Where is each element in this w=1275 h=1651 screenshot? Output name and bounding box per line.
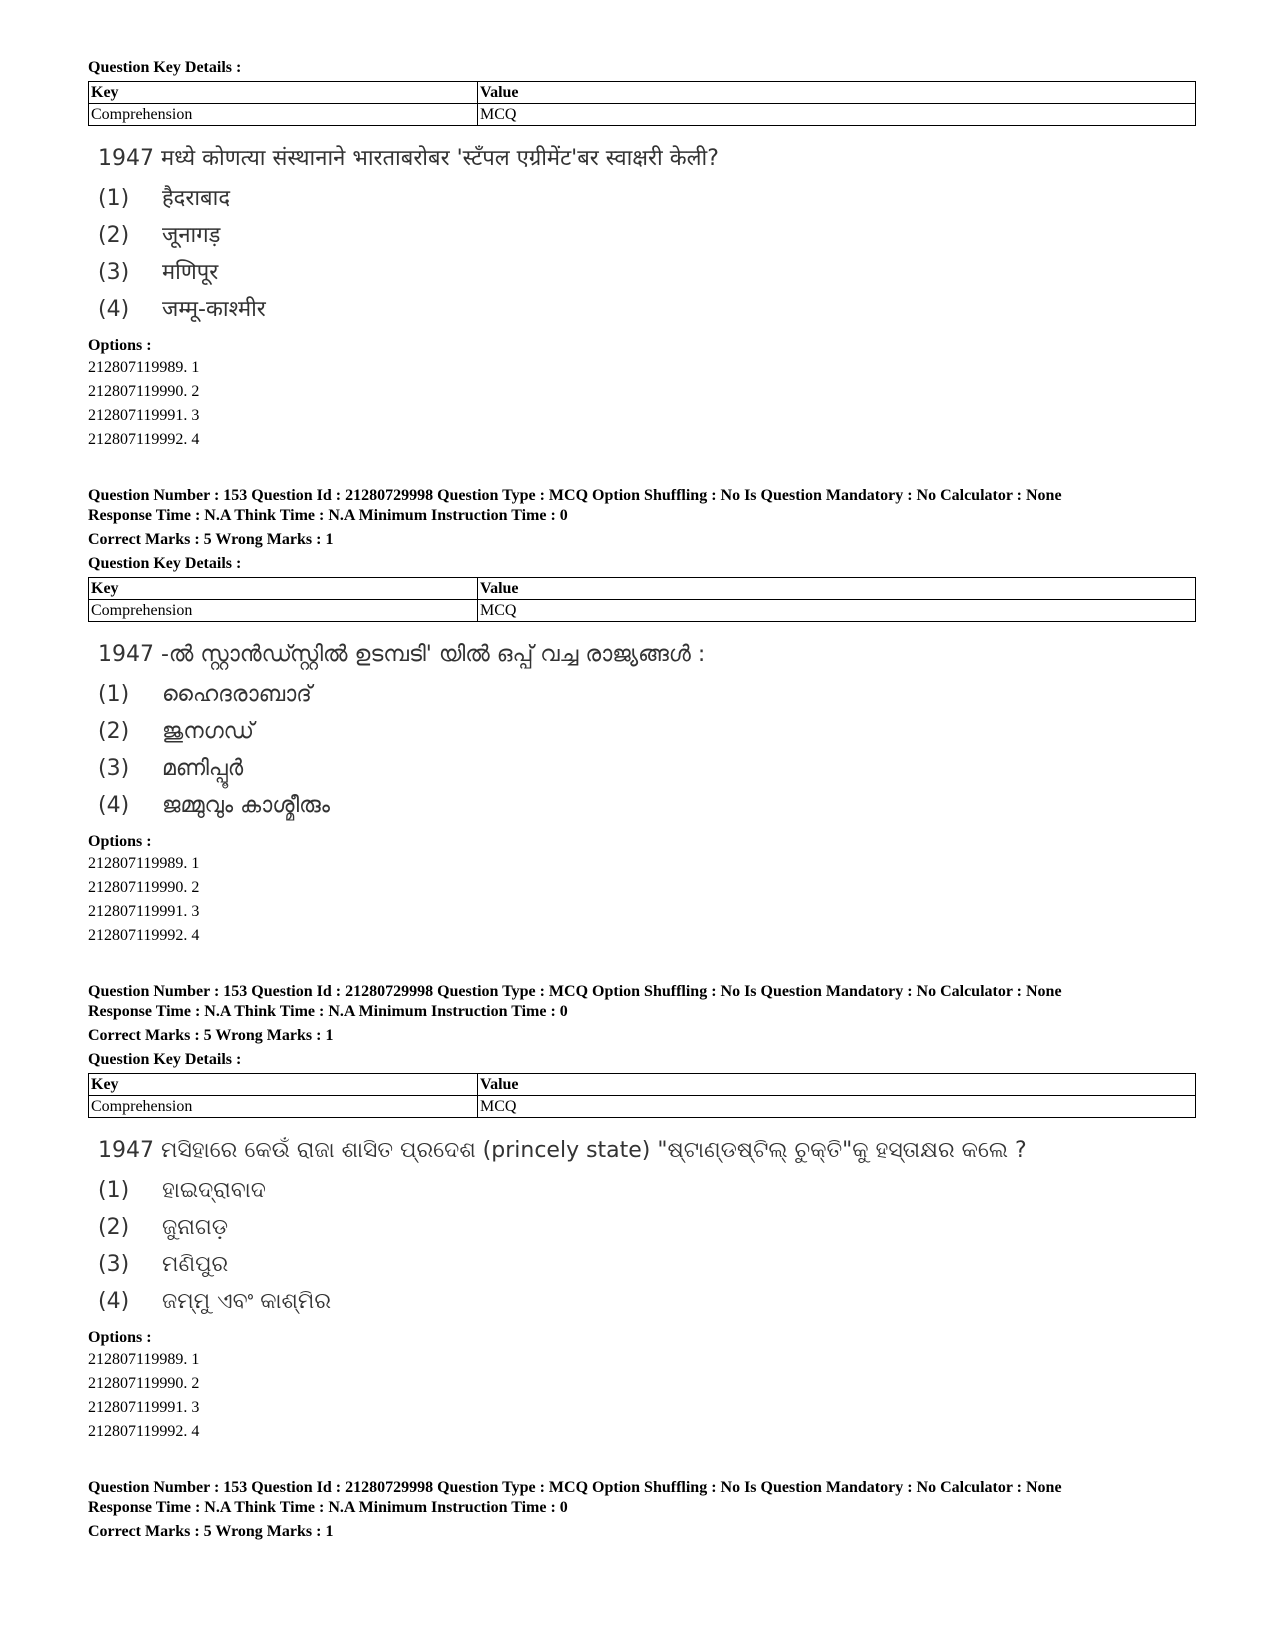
choice-text: മണിപ്പൂർ [162,756,244,781]
choice-text: ଜମ୍ମୁ ଏବଂ କାଶ୍ମିର [162,1289,331,1314]
choice-item [98,1283,1196,1320]
choice-text: ଜୁନାଗଡ଼ [162,1215,229,1240]
choice-item [98,1246,1196,1283]
option-id-line: 212807119992. 4 [88,927,200,944]
table-cell-value: MCQ [478,104,1196,126]
choice-item [98,787,1196,824]
choice-item [98,713,1196,750]
table-header-key: Key [89,82,478,104]
table-cell-key: Comprehension [89,600,478,622]
question-body [98,1136,1196,1320]
question-section-odia [88,982,1196,1444]
key-details-title: Question Key Details : [88,59,242,76]
question-meta-line: Question Number : 153 Question Id : 21280729998 Question Type : MCQ Option Shuffling : No Is Question Mandatory : No Calculator : None [88,1479,1062,1496]
question-section-marathi [88,58,1196,452]
choice-number: (2) [98,1215,130,1240]
option-id-line: 212807119991. 3 [88,407,200,424]
choice-number: (4) [98,1289,130,1314]
options-title: Options : [88,1329,152,1346]
choice-number: (2) [98,223,130,248]
option-id-line: 212807119991. 3 [88,903,200,920]
table-cell-value: MCQ [478,1096,1196,1118]
question-text: 1947 मध्ये कोणत्या संस्थानाने भारताबरोबर 'स्टॅंपल एग्रीमेंट'बर स्वाक्षरी केली? [98,146,719,171]
choice-number: (4) [98,793,130,818]
choice-text: ହାଇଦ୍ରାବାଦ [162,1178,266,1203]
choice-item [98,291,1196,328]
table-cell-key: Comprehension [89,104,478,126]
table-header-value: Value [478,578,1196,600]
key-details-title: Question Key Details : [88,1051,242,1068]
table-header-value: Value [478,1074,1196,1096]
choice-item [98,1209,1196,1246]
choice-number: (2) [98,719,130,744]
choice-number: (3) [98,1252,130,1277]
question-timing-line: Response Time : N.A Think Time : N.A Minimum Instruction Time : 0 [88,507,568,524]
question-timing-line: Response Time : N.A Think Time : N.A Minimum Instruction Time : 0 [88,1003,568,1020]
choice-text: ജുനഗഡ് [162,719,255,744]
choice-number: (1) [98,682,130,707]
choice-text: जूनागड़ [162,223,221,248]
table-header-value: Value [478,82,1196,104]
option-id-line: 212807119989. 1 [88,1351,200,1368]
options-title: Options : [88,337,152,354]
choice-text: ମଣିପୁର [162,1252,229,1277]
next-question-header [88,1478,1196,1542]
choice-item [98,676,1196,713]
table-header-key: Key [89,1074,478,1096]
choice-text: ഹൈദരാബാദ് [162,682,312,707]
key-details-table [88,577,1196,622]
question-section-malayalam [88,486,1196,948]
exam-document [88,58,1196,1542]
question-body [98,640,1196,824]
choice-text: ജമ്മുവും കാശ്മീരും [162,793,331,818]
choice-number: (1) [98,186,130,211]
marks-line: Correct Marks : 5 Wrong Marks : 1 [88,531,334,548]
choice-item [98,254,1196,291]
question-text: 1947 -ൽ സ്റ്റാൻഡ്സ്റ്റിൽ ഉടമ്പടി' യിൽ ഒപ്പ് വച്ച രാജ്യങ്ങൾ : [98,642,706,667]
option-id-line: 212807119989. 1 [88,359,200,376]
options-title: Options : [88,833,152,850]
marks-line: Correct Marks : 5 Wrong Marks : 1 [88,1027,334,1044]
table-header-key: Key [89,578,478,600]
option-id-line: 212807119990. 2 [88,383,200,400]
option-id-line: 212807119991. 3 [88,1399,200,1416]
option-id-line: 212807119990. 2 [88,1375,200,1392]
table-cell-key: Comprehension [89,1096,478,1118]
choice-number: (1) [98,1178,130,1203]
table-cell-value: MCQ [478,600,1196,622]
choice-item [98,750,1196,787]
key-details-table [88,81,1196,126]
choice-item [98,1172,1196,1209]
choice-number: (3) [98,756,130,781]
choice-number: (4) [98,297,130,322]
key-details-table [88,1073,1196,1118]
choice-item [98,217,1196,254]
choice-text: जम्मू-काश्मीर [162,297,266,322]
option-id-line: 212807119992. 4 [88,1423,200,1440]
choice-number: (3) [98,260,130,285]
option-id-line: 212807119989. 1 [88,855,200,872]
choice-text: मणिपूर [162,260,219,285]
choice-item [98,180,1196,217]
option-id-line: 212807119992. 4 [88,431,200,448]
question-meta-line: Question Number : 153 Question Id : 21280729998 Question Type : MCQ Option Shuffling : No Is Question Mandatory : No Calculator : None [88,487,1062,504]
question-body [98,144,1196,328]
marks-line: Correct Marks : 5 Wrong Marks : 1 [88,1523,334,1540]
question-meta-line: Question Number : 153 Question Id : 21280729998 Question Type : MCQ Option Shuffling : No Is Question Mandatory : No Calculator : None [88,983,1062,1000]
question-timing-line: Response Time : N.A Think Time : N.A Minimum Instruction Time : 0 [88,1499,568,1516]
option-id-line: 212807119990. 2 [88,879,200,896]
key-details-title: Question Key Details : [88,555,242,572]
choice-text: हैदराबाद [162,186,231,211]
question-text: 1947 ମସିହାରେ କେଉଁ ରାଜା ଶାସିତ ପ୍ରଦେଶ (princely state) "ଷ୍ଟାଣ୍ଡଷ୍ଟିଲ୍ ଚୁକ୍ତି"କୁ ହସ୍ତାକ୍ଷର କଲେ ? [98,1138,1027,1163]
